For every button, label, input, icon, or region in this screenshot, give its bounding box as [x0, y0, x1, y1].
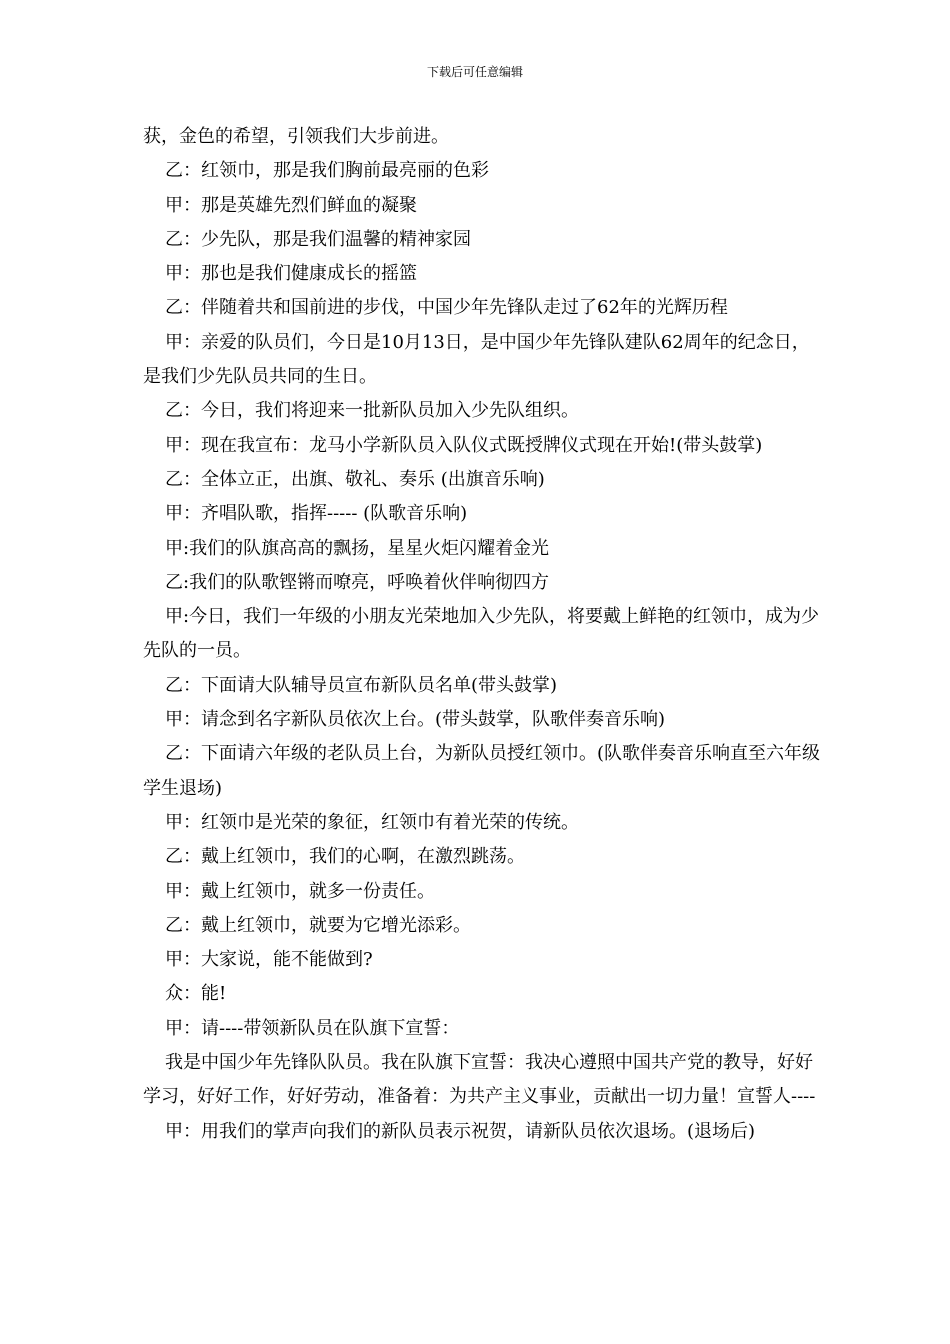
paragraph: 乙:我们的队歌铿锵而嘹亮，呼唤着伙伴响彻四方 [165, 571, 550, 593]
paragraph: 乙：下面请大队辅导员宣布新队员名单(带头鼓掌) [165, 674, 558, 696]
paragraph: 甲：亲爱的队员们，今日是10月13日，是中国少年先锋队建队62周年的纪念日，是我们少先队员共同的生日。 [143, 331, 810, 388]
paragraph: 甲：请念到名字新队员依次上台。(带头鼓掌，队歌伴奏音乐响) [165, 709, 666, 731]
paragraph: 甲：那是英雄先烈们鲜血的凝聚 [165, 194, 417, 216]
paragraph: 甲：请----带领新队员在队旗下宣誓： [165, 1017, 460, 1039]
paragraph: 甲:今日，我们一年级的小朋友光荣地加入少先队，将要戴上鲜艳的红领巾，成为少先队的一员。 [143, 606, 820, 662]
paragraph: 乙：全体立正，出旗、敬礼、奏乐 (出旗音乐响) [165, 468, 545, 490]
paragraph: 乙：红领巾，那是我们胸前最亮丽的色彩 [165, 160, 489, 182]
paragraph: 乙：少先队，那是我们温馨的精神家园 [165, 228, 471, 250]
paragraph: 甲：齐唱队歌，指挥----- (队歌音乐响) [165, 503, 468, 525]
paragraph: 乙：戴上红领巾，就要为它增光添彩。 [165, 914, 471, 936]
paragraph: 我是中国少年先锋队队员。我在队旗下宣誓：我决心遵照中国共产党的教导，好好学习，好好工作，好好劳动，准备着：为共产主义事业，贡献出一切力量！宣誓人---- [143, 1052, 816, 1108]
paragraph: 获，金色的希望，引领我们大步前进。 [143, 126, 449, 147]
paragraph: 乙：下面请六年级的老队员上台，为新队员授红领巾。(队歌伴奏音乐响直至六年级学生退场) [143, 743, 821, 799]
paragraph: 甲：戴上红领巾，就多一份责任。 [165, 880, 435, 902]
page-header: 下载后可任意编辑 [426, 65, 523, 79]
paragraph: 甲：大家说，能不能做到? [165, 949, 373, 971]
paragraph: 甲：用我们的掌声向我们的新队员表示祝贺，请新队员依次退场。(退场后) [165, 1120, 756, 1142]
paragraph: 甲:我们的队旗高高的飘扬，星星火炬闪耀着金光 [165, 537, 550, 559]
document-body [143, 120, 823, 1149]
paragraph: 乙：伴随着共和国前进的步伐，中国少年先锋队走过了62年的光辉历程 [165, 297, 728, 319]
paragraph: 甲：红领巾是光荣的象征，红领巾有着光荣的传统。 [165, 811, 579, 833]
paragraph: 乙：今日，我们将迎来一批新队员加入少先队组织。 [165, 400, 579, 422]
paragraph: 乙：戴上红领巾，我们的心啊，在激烈跳荡。 [165, 846, 525, 868]
paragraph: 甲：那也是我们健康成长的摇篮 [165, 263, 417, 285]
paragraph: 甲：现在我宣布：龙马小学新队员入队仪式既授牌仪式现在开始!(带头鼓掌) [165, 434, 763, 456]
paragraph: 众：能! [165, 983, 227, 1005]
